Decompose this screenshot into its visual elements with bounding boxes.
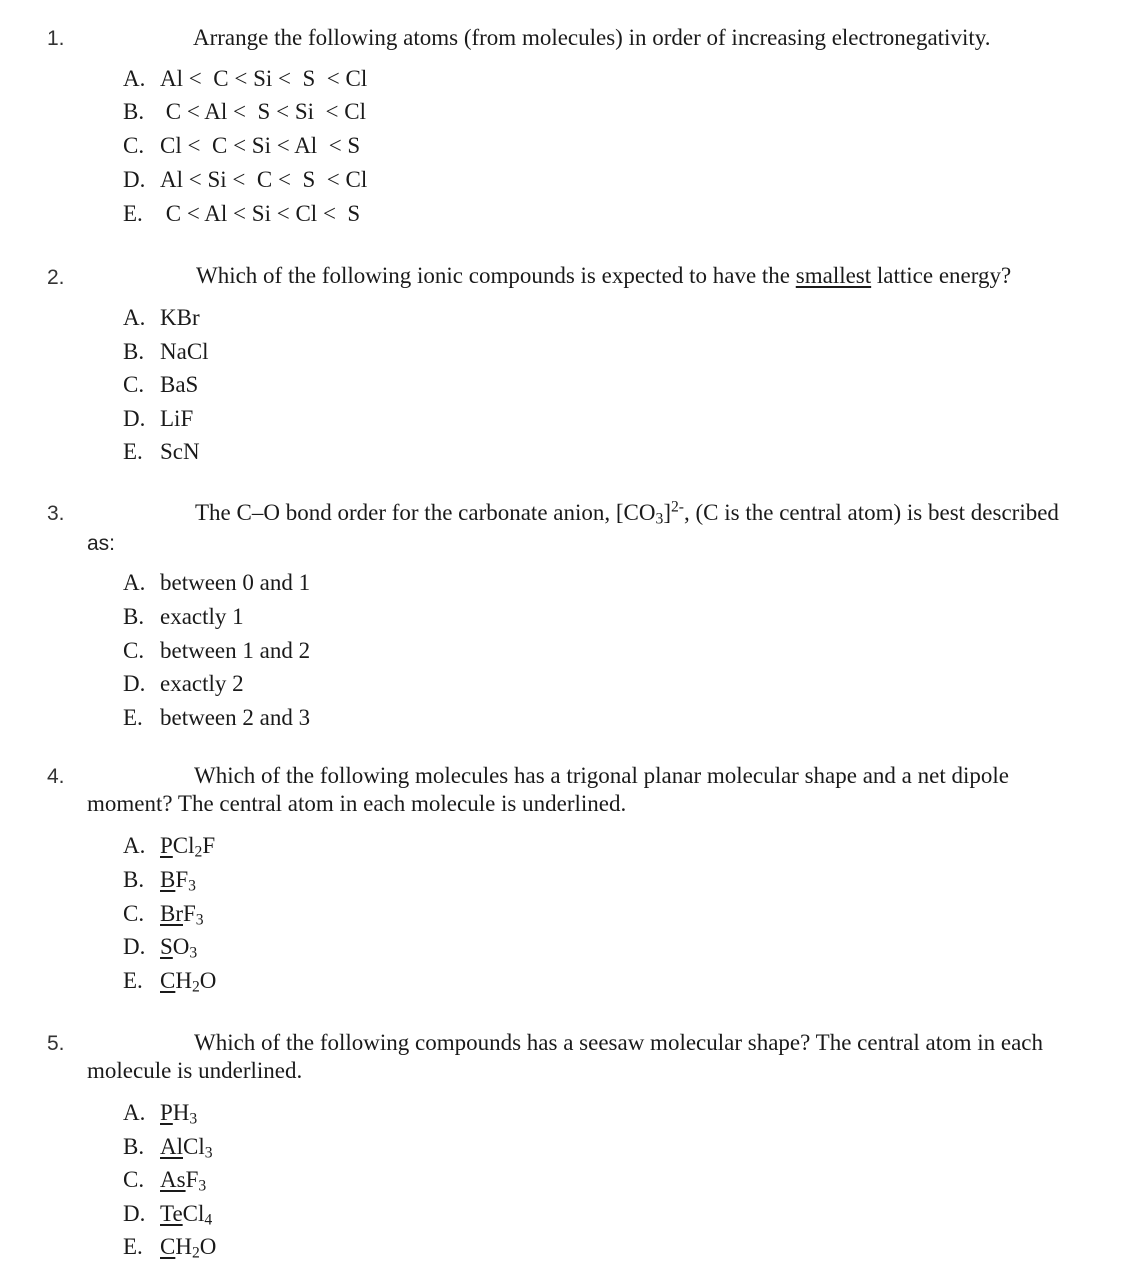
option-letter: D. xyxy=(123,167,146,192)
question-4-option-a: A. PCl$_2$F xyxy=(123,833,216,861)
question-3-option-d: D. exactly 2 xyxy=(123,671,244,696)
option-letter: E. xyxy=(123,201,143,226)
question-5-text: Which of the following compounds has a seesaw molecular shape? The central atom in each xyxy=(194,1030,1044,1055)
emphasis-underlined: smallest xyxy=(795,263,872,288)
central-atom: P xyxy=(160,1100,173,1125)
question-4-option-c: C. BrF$_3$ xyxy=(123,901,204,929)
option-letter: B. xyxy=(123,99,145,124)
question-3-number: 3. xyxy=(47,502,65,525)
question-3-option-e: E. between 2 and 3 xyxy=(123,705,311,730)
central-atom: Te xyxy=(160,1201,183,1226)
question-4-option-e: E. $CH_2O$ xyxy=(123,968,217,996)
question-1-option-e: E. C < Al < Si < Cl < S xyxy=(123,201,361,226)
question-2-number: 2. xyxy=(47,266,65,289)
question-5-option-d: D. TeCl$_4$ xyxy=(123,1201,213,1229)
question-4-option-b: B. $BF_3$ xyxy=(123,867,196,895)
option-letter: C. xyxy=(123,133,145,158)
central-atom: C xyxy=(160,1234,176,1259)
question-5-option-c: C. AsF$_3$ xyxy=(123,1167,207,1195)
question-4-continuation: moment? The central atom in each molecule is underlined. xyxy=(87,791,627,816)
question-5-option-b: B. AlCl$_3$ xyxy=(123,1134,213,1162)
question-2-option-c: C. BaS xyxy=(123,372,199,397)
question-2-option-e: E. ScN xyxy=(123,439,200,464)
question-3-option-a: A. between 0 and 1 xyxy=(123,570,311,595)
central-atom: Br xyxy=(160,901,183,926)
question-5-option-a: A. $PH_3$ xyxy=(123,1100,198,1128)
question-3-option-b: B. exactly 1 xyxy=(123,604,244,629)
option-letter: A. xyxy=(123,66,146,91)
central-atom: S xyxy=(160,934,173,959)
question-5-continuation: molecule is underlined. xyxy=(87,1058,303,1083)
question-4-number: 4. xyxy=(47,765,65,788)
question-1-option-d: D. Al < Si < C < S < Cl xyxy=(123,167,368,192)
question-4-text: Which of the following molecules has a trigonal planar molecular shape and a net dipole xyxy=(194,763,1009,788)
question-1-number: 1. xyxy=(47,27,65,50)
question-3-text: The C–O bond order for the carbonate anion, $[CO_3]^{2-}$, (C is the central atom) is best described xyxy=(195,498,1059,528)
question-2-option-d: D. LiF xyxy=(123,406,194,431)
question-1-text: Arrange the following atoms (from molecules) in order of increasing electronegativity. xyxy=(193,25,991,50)
central-atom: Al xyxy=(160,1134,183,1159)
question-3-option-c: C. between 1 and 2 xyxy=(123,638,311,663)
question-4-option-d: D. $SO_3$ xyxy=(123,934,198,962)
question-3-continuation: as: xyxy=(87,532,116,555)
question-2-text: Which of the following ionic compounds is expected to have the smallest lattice energy? xyxy=(196,263,1012,288)
question-2-option-a: A. KBr xyxy=(123,305,200,330)
central-atom: B xyxy=(160,867,176,892)
central-atom: As xyxy=(160,1167,186,1192)
central-atom: C xyxy=(160,968,176,993)
question-1-option-a: A. Al < C < Si < S < Cl xyxy=(123,66,368,91)
question-5-option-e: E. $CH_2O$ xyxy=(123,1234,217,1262)
question-2-option-b: B. NaCl xyxy=(123,339,209,364)
central-atom: P xyxy=(160,833,173,858)
question-1-option-c: C. Cl < C < Si < Al < S xyxy=(123,133,361,158)
question-1-option-b: B. C < Al < S < Si < Cl xyxy=(123,99,366,124)
question-5-number: 5. xyxy=(47,1032,65,1055)
